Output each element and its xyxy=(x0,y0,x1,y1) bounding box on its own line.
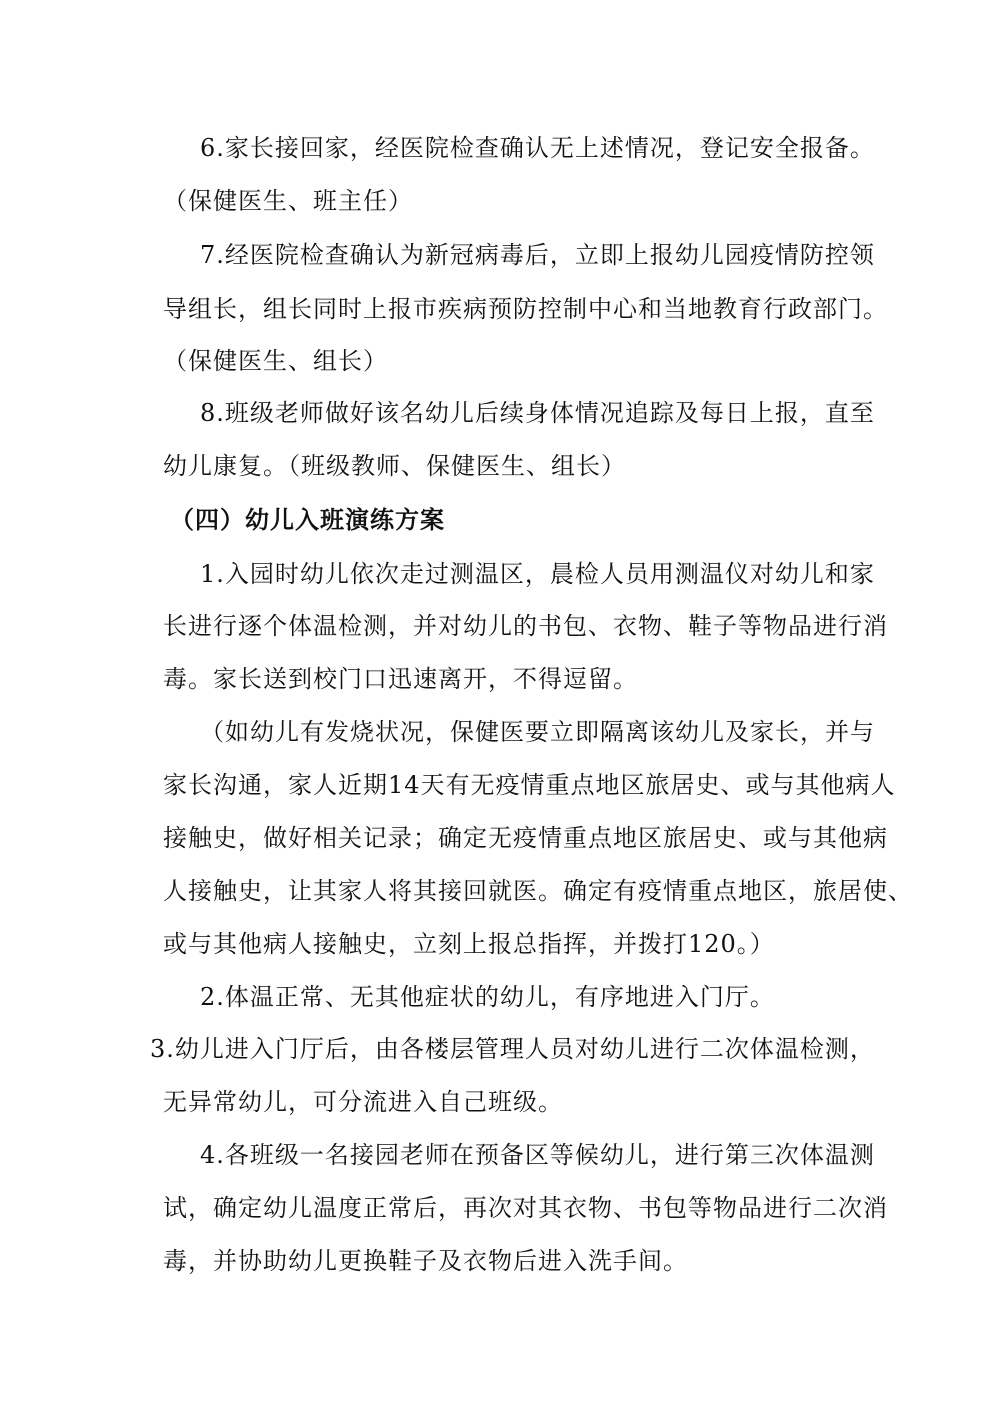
item-6-responsible: （保健医生、班主任） xyxy=(163,187,413,215)
note-line-1: （如幼儿有发烧状况，保健医要立即隔离该幼儿及家长，并与 xyxy=(200,718,875,746)
item-8-line-2: 幼儿康复。（班级教师、保健医生、组长） xyxy=(163,452,626,480)
item-7-responsible: （保健医生、组长） xyxy=(163,347,388,375)
step-4-line-3: 毒，并协助幼儿更换鞋子及衣物后进入洗手间。 xyxy=(163,1247,688,1275)
step-3-line-2: 无异常幼儿，可分流进入自己班级。 xyxy=(163,1088,563,1116)
step-4-line-2: 试，确定幼儿温度正常后，再次对其衣物、书包等物品进行二次消 xyxy=(163,1194,888,1222)
note-line-4: 人接触史，让其家人将其接回就医。确定有疫情重点地区，旅居使、 xyxy=(163,877,913,905)
item-7-line-1: 7.经医院检查确认为新冠病毒后，立即上报幼儿园疫情防控领 xyxy=(200,241,875,269)
item-6-line-1: 6.家长接回家，经医院检查确认无上述情况，登记安全报备。 xyxy=(200,134,875,162)
item-8-line-1: 8.班级老师做好该名幼儿后续身体情况追踪及每日上报，直至 xyxy=(200,399,875,427)
note-line-5: 或与其他病人接触史，立刻上报总指挥，并拨打120。） xyxy=(163,930,775,958)
note-line-2: 家长沟通，家人近期14天有无疫情重点地区旅居史、或与其他病人 xyxy=(163,771,896,799)
step-1-line-2: 长进行逐个体温检测，并对幼儿的书包、衣物、鞋子等物品进行消 xyxy=(163,612,888,640)
step-2-line-1: 2.体温正常、无其他症状的幼儿，有序地进入门厅。 xyxy=(200,983,775,1011)
step-1-line-3: 毒。家长送到校门口迅速离开，不得逗留。 xyxy=(163,665,638,693)
step-3-line-1: 3.幼儿进入门厅后，由各楼层管理人员对幼儿进行二次体温检测， xyxy=(150,1035,875,1063)
note-line-3: 接触史，做好相关记录；确定无疫情重点地区旅居史、或与其他病 xyxy=(163,824,888,852)
step-4-line-1: 4.各班级一名接园老师在预备区等候幼儿，进行第三次体温测 xyxy=(200,1141,875,1169)
item-7-line-2: 导组长，组长同时上报市疾病预防控制中心和当地教育行政部门。 xyxy=(163,295,888,323)
section-heading: （四）幼儿入班演练方案 xyxy=(170,506,445,534)
step-1-line-1: 1.入园时幼儿依次走过测温区，晨检人员用测温仪对幼儿和家 xyxy=(200,560,875,588)
